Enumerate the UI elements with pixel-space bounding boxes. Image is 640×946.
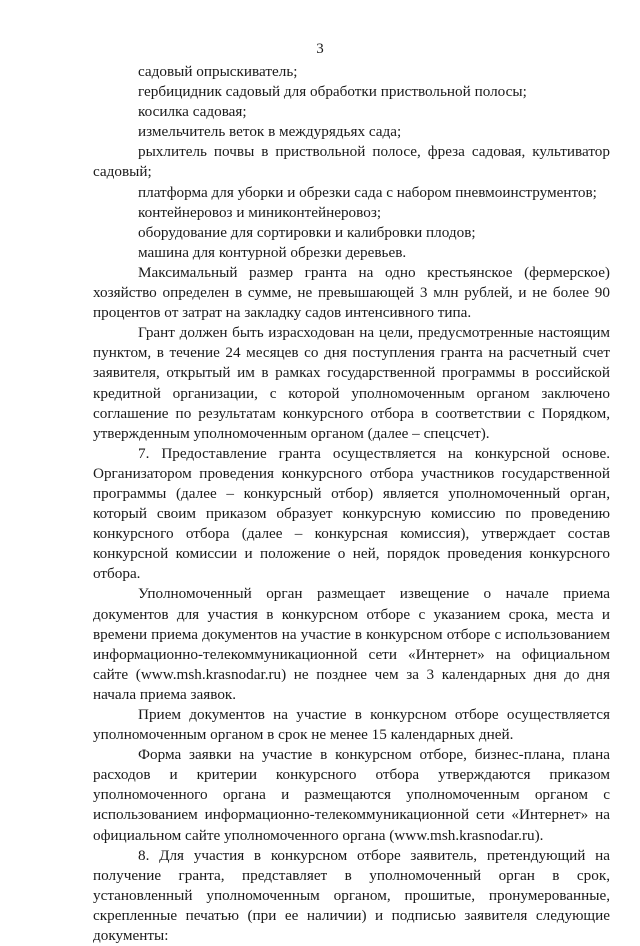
paragraph-announcement: Уполномоченный орган размещает извещение о начале приема документов для участия в конкурсном отборе с указанием срока, места и времени приема документов на участие в конкурсном отборе с использованием информационно-телекоммуникационной сети «Интернет» на официальном сайте (www.msh.krasnodar.ru) не позднее чем за 3 календарных дня до дня начала приема заявок. — [93, 585, 610, 703]
paragraph-section-8: 8. Для участия в конкурсном отборе заявитель, претендующий на получение гранта, представляет в уполномоченный орган в срок, установленный уполномоченным органом, прошитые, пронумерованные, скрепленные печатью (при ее наличии) и подписью заявителя следующие документы: — [93, 846, 610, 945]
list-item-container-carrier: контейнеровоз и миниконтейнеровоз; — [138, 203, 382, 221]
paragraph-application-form: Форма заявки на участие в конкурсном отборе, бизнес-плана, плана расходов и критерии конкурсного отбора утверждаются приказом уполномоченного органа и размещаются уполномоченным органом с использованием информационно-телекоммуникационной сети «Интернет» на официальном сайте уполномоченного органа (www.msh.krasnodar.ru). — [93, 746, 610, 844]
list-item-sorting-equipment: оборудование для сортировки и калибровки плодов; — [138, 223, 476, 241]
paragraph-max-grant: Максимальный размер гранта на одно крестьянское (фермерское) хозяйство определен в сумме, не превышающей 3 млн рублей, и не более 90 процентов от затрат на закладку садов интенсивного типа. — [93, 263, 610, 322]
list-item-sprayer: садовый опрыскиватель; — [138, 63, 298, 80]
paragraph-section-7: 7. Предоставление гранта осуществляется на конкурсной основе. Организатором проведения конкурсного отбора участников государственной программы (далее – конкурсный отбор) является уполномоченный орган, который своим приказом образует конкурсную комиссию по проведению конкурсного отбора (далее – конкурсная комиссия), утверждает состав конкурсной комиссии и положение о ней, порядок проведения конкурсного отбора. — [93, 444, 610, 583]
paragraph-document-reception: Прием документов на участие в конкурсном отборе осуществляется уполномоченным органом в срок не менее 15 календарных дней. — [93, 706, 610, 744]
page-number: 3 — [316, 41, 324, 57]
list-item-soil-loosener: рыхлитель почвы в приствольной полосе, фреза садовая, культиватор садовый; — [93, 143, 610, 181]
list-item-branch-shredder: измельчитель веток в междурядьях сада; — [138, 123, 402, 141]
list-item-herbicide-applicator: гербицидник садовый для обработки приствольной полосы; — [138, 83, 527, 101]
paragraph-grant-usage: Грант должен быть израсходован на цели, предусмотренные настоящим пунктом, в течение 24 месяцев со дня поступления гранта на расчетный счет заявителя, открытый им в рамках государственной программы в российской кредитной организации, с которой уполномоченным органом заключено соглашение по результатам конкурсного отбора в соответствии с Порядком, утвержденным уполномоченным органом (далее – спецсчет). — [93, 324, 610, 442]
document-body — [93, 62, 610, 946]
list-item-mower: косилка садовая; — [138, 103, 247, 121]
list-item-contour-pruner: машина для контурной обрезки деревьев. — [138, 243, 407, 261]
list-item-harvest-platform: платформа для уборки и обрезки сада с набором пневмоинструментов; — [138, 183, 597, 201]
